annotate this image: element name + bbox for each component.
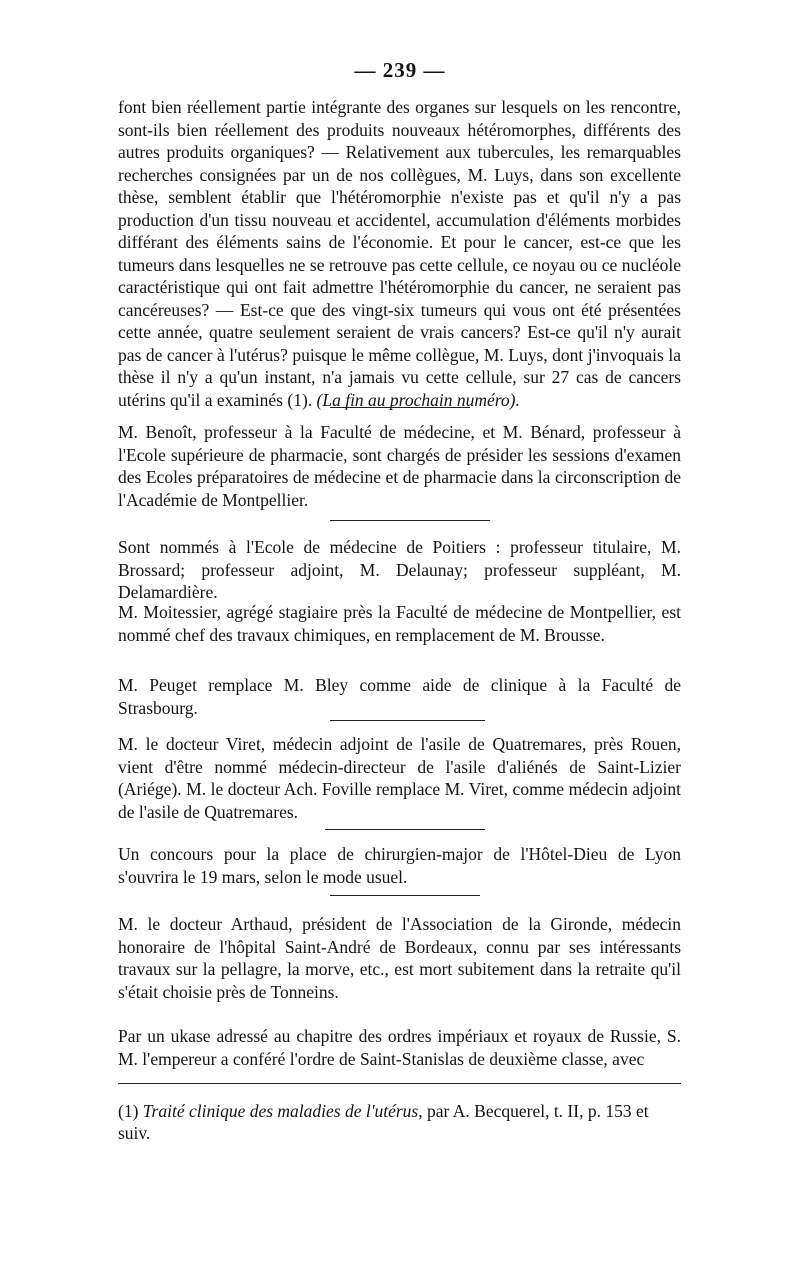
- news-item-moitessier: M. Moitessier, agrégé stagiaire près la Faculté de médecine de Montpellier, est nommé chef des travaux chimiques, en remplacement de M. Brousse.: [118, 602, 681, 645]
- news-item-benoit: M. Benoît, professeur à la Faculté de médecine, et M. Bénard, professeur à l'Ecole supérieure de pharmacie, sont chargés de présider les sessions d'examen des Ecoles préparatoires de médecine et de pharmacie dans la circonscription de l'Académie de Montpellier.: [118, 422, 681, 510]
- divider: [325, 829, 485, 830]
- news-item-peuget: M. Peuget remplace M. Bley comme aide de clinique à la Faculté de Strasbourg.: [118, 675, 681, 718]
- paragraph-opening: [118, 96, 681, 411]
- page-number: — 239 —: [354, 58, 446, 82]
- news-item-ukase: Par un ukase adressé au chapitre des ordres impériaux et royaux de Russie, S. M. l'empereur a conféré l'ordre de Saint-Stanislas de deuxième classe, avec: [118, 1026, 681, 1069]
- continuation-note: (La fin au prochain numéro).: [316, 389, 520, 410]
- divider: [330, 407, 470, 408]
- divider: [330, 895, 480, 896]
- divider: [330, 720, 485, 721]
- footnote-divider: [118, 1083, 681, 1084]
- footnote-title: Traité clinique des maladies de l'utérus,: [142, 1101, 423, 1121]
- news-item-arthaud: M. le docteur Arthaud, président de l'Association de la Gironde, médecin honoraire de l'hôpital Saint-André de Bordeaux, connu par ses intéressants travaux sur la pellagre, la morve, etc., est mort subitement dans la retraite qu'il s'était choisie près de Tonneins.: [118, 914, 681, 1002]
- divider: [330, 520, 490, 521]
- news-item-concours: Un concours pour la place de chirurgien-major de l'Hôtel-Dieu de Lyon s'ouvrira le 19 mars, selon le mode usuel.: [118, 844, 681, 887]
- news-item-viret: M. le docteur Viret, médecin adjoint de l'asile de Quatremares, près Rouen, vient d'être nommé médecin-directeur de l'asile d'aliénés de Saint-Lizier (Ariége). M. le docteur Ach. Foville remplace M. Viret, comme médecin adjoint de l'asile de Quatremares.: [118, 734, 681, 822]
- news-item-poitiers: Sont nommés à l'Ecole de médecine de Poitiers : professeur titulaire, M. Brossard; professeur adjoint, M. Delaunay; professeur suppléant, M. Delamardière.: [118, 537, 681, 602]
- footnote-marker: (1): [118, 1101, 139, 1121]
- footnote: [118, 1100, 681, 1144]
- paragraph-opening-text: font bien réellement partie intégrante des organes sur lesquels on les rencontre, sont-ils bien réellement des produits nouveaux hétéromorphes, différents des autres produits organiques? — Relativement aux tubercules, les remarquables recherches consignées par un de nos collègues, M. Luys, dans son excellente thèse, semblent établir que l'hétéromorphie n'existe pas et qu'il n'y a pas production d'un tissu nouveau et accidentel, accumulation d'éléments morbides différant des éléments sains de l'économie. Et pour le cancer, est-ce que les tumeurs dans lesquelles ne se retrouve pas cette cellule, ce noyau ou ce nucléole caractéristique qui ont fait admettre l'hétéromorphie du cancer, ne seraient pas cancéreuses? — Est-ce que des vingt-six tumeurs qui vous ont été présentées cette année, quatre seulement seraient de vrais cancers? Est-ce qu'il n'y aurait pas de cancer à l'utérus? puisque le même collègue, M. Luys, dont j'invoquais la thèse il n'y a qu'un instant, n'a jamais vu cette cellule, sur 27 cas de cancers utérins qu'il a examinés (1).: [118, 97, 681, 410]
- footnote-reference: par A. Becquerel, t. II, p. 153 et suiv.: [118, 1101, 649, 1143]
